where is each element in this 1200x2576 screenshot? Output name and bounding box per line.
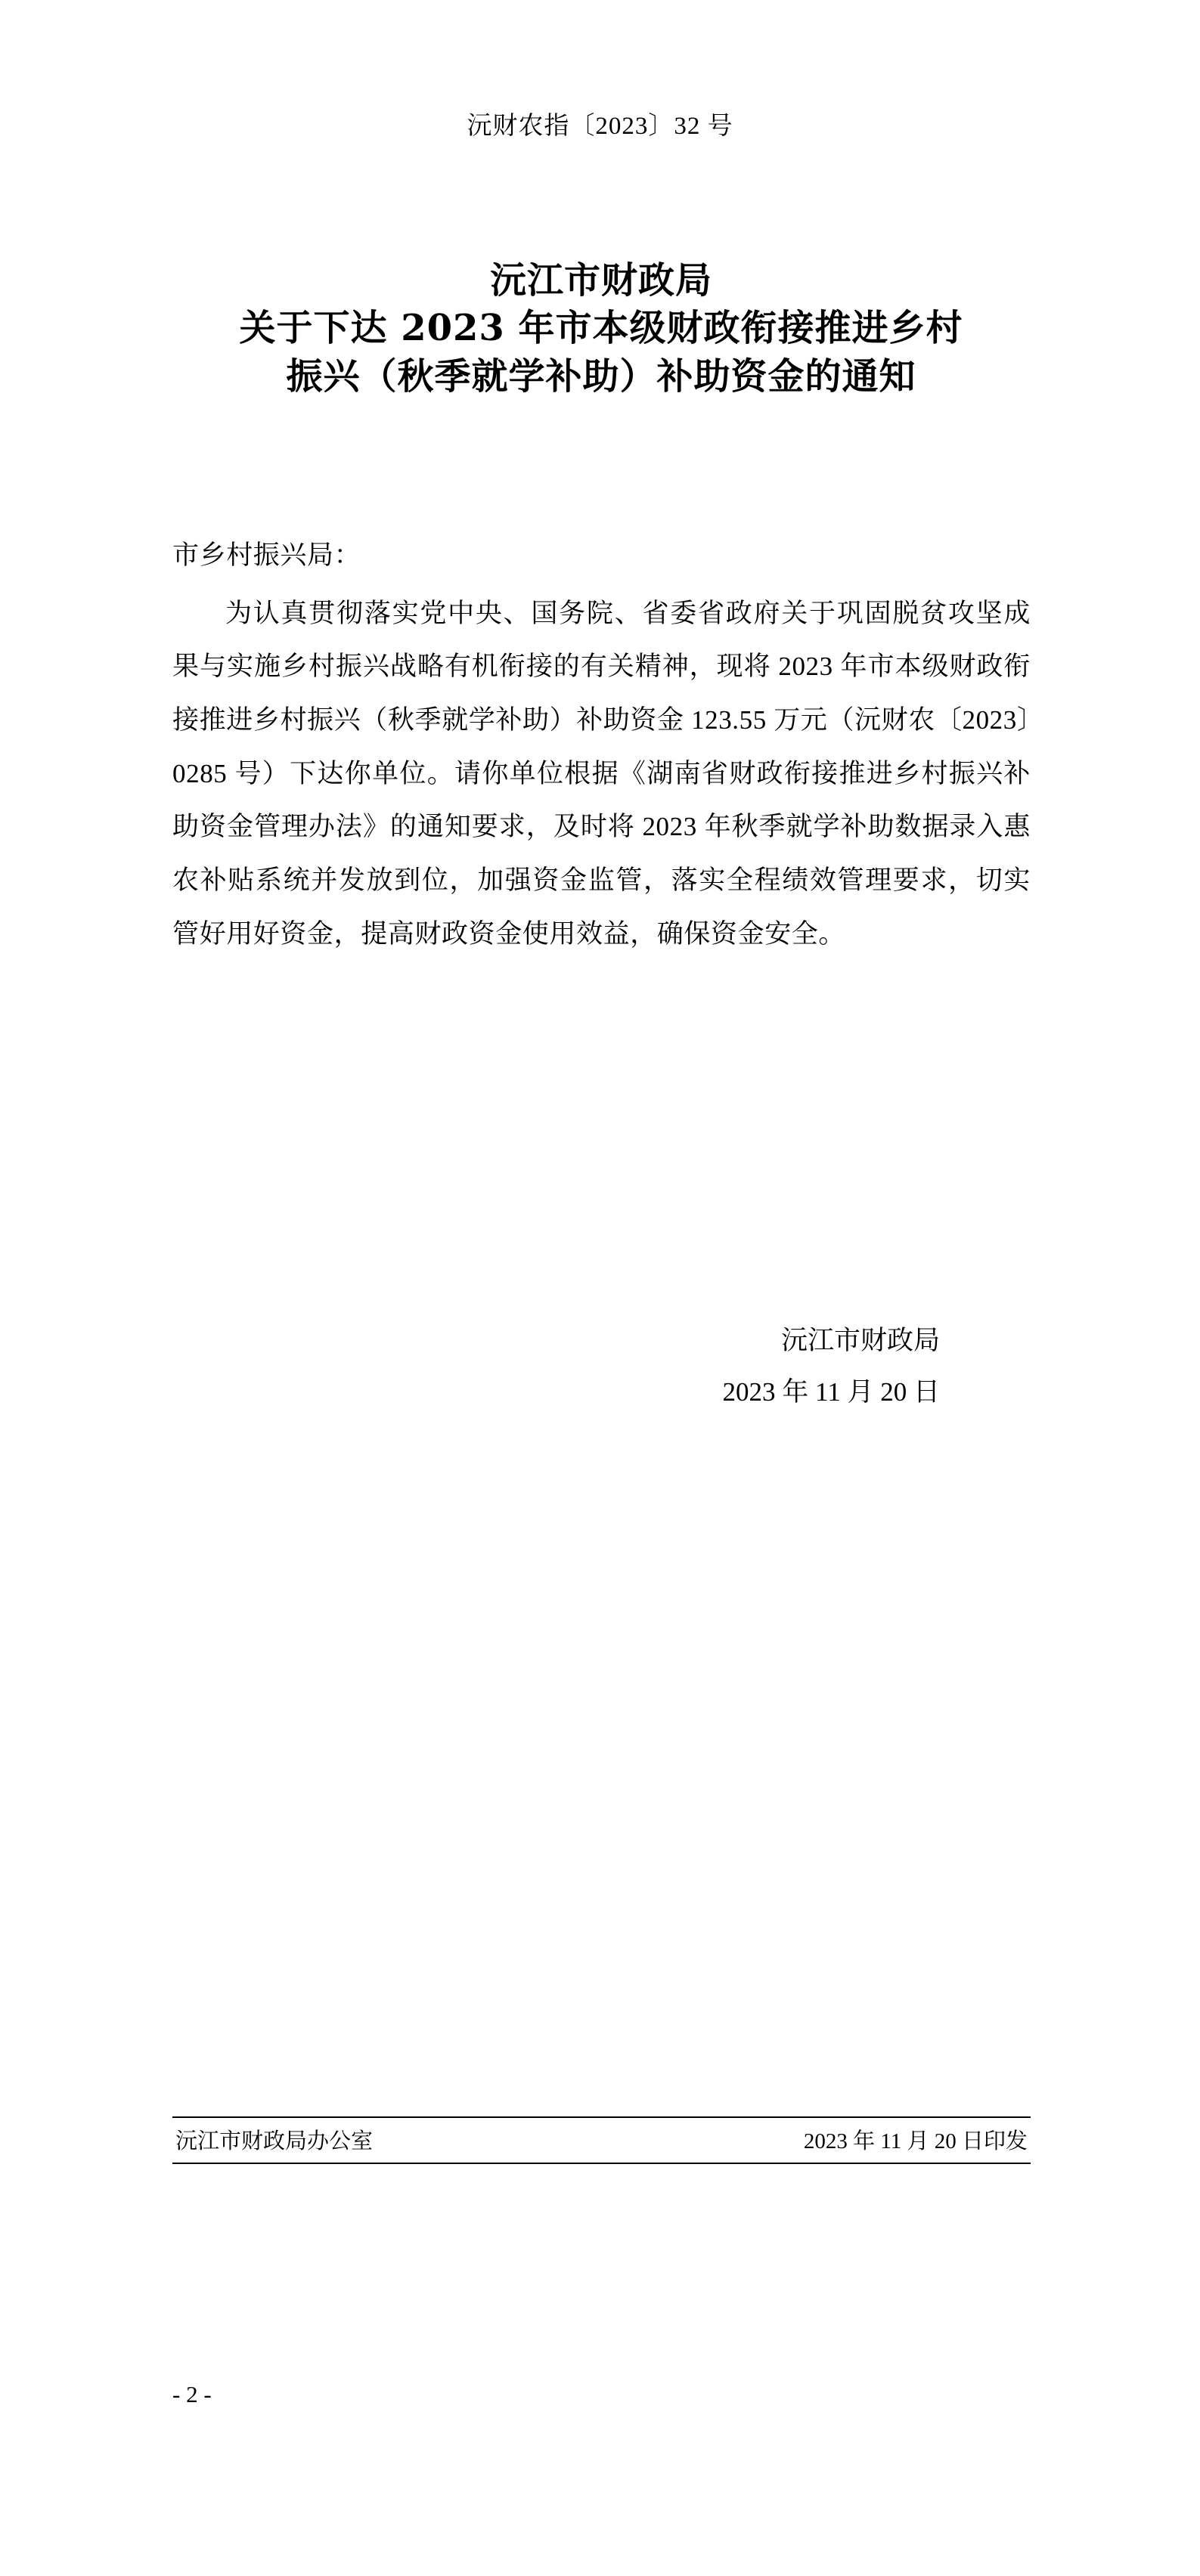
page-number: - 2 -	[172, 2381, 212, 2407]
title-line-2: 关于下达 2023 年市本级财政衔接推进乡村	[239, 307, 963, 350]
signature-organization: 沅江市财政局	[780, 1326, 940, 1355]
title-line-1: 沅江市财政局	[489, 259, 712, 302]
footer-office: 沅江市财政局办公室	[175, 2129, 374, 2153]
document-body	[172, 529, 1031, 961]
footer-bottom-rule	[172, 2163, 1031, 2164]
document-number: 沅财农指〔2023〕32 号	[467, 113, 733, 140]
footer-row	[172, 2118, 1031, 2163]
body-paragraph: 为认真贯彻落实党中央、国务院、省委省政府关于巩固脱贫攻坚成果与实施乡村振兴战略有机衔接的有关精神，现将 2023 年市本级财政衔接推进乡村振兴（秋季就学补助）补助资金 123.55 万元（沅财农〔2023〕0285 号）下达你单位。请你单位根据《湖南省财政衔接推进乡村振兴补助资金管理办法》的通知要求，及时将 2023 年秋季就学补助数据录入惠农补贴系统并发放到位，加强资金监管，落实全程绩效管理要求，切实管好用好资金，提高财政资金使用效益，确保资金安全。	[172, 598, 1031, 949]
footer-issue-date: 2023 年 11 月 20 日印发	[803, 2129, 1028, 2153]
signature-block	[172, 1315, 1031, 1419]
document-title	[174, 257, 1028, 401]
addressee-line: 市乡村振兴局：	[172, 540, 361, 570]
title-line-3: 振兴（秋季就学补助）补助资金的通知	[286, 355, 916, 398]
signature-date: 2023 年 11 月 20 日	[722, 1377, 940, 1407]
document-footer	[172, 2116, 1031, 2164]
